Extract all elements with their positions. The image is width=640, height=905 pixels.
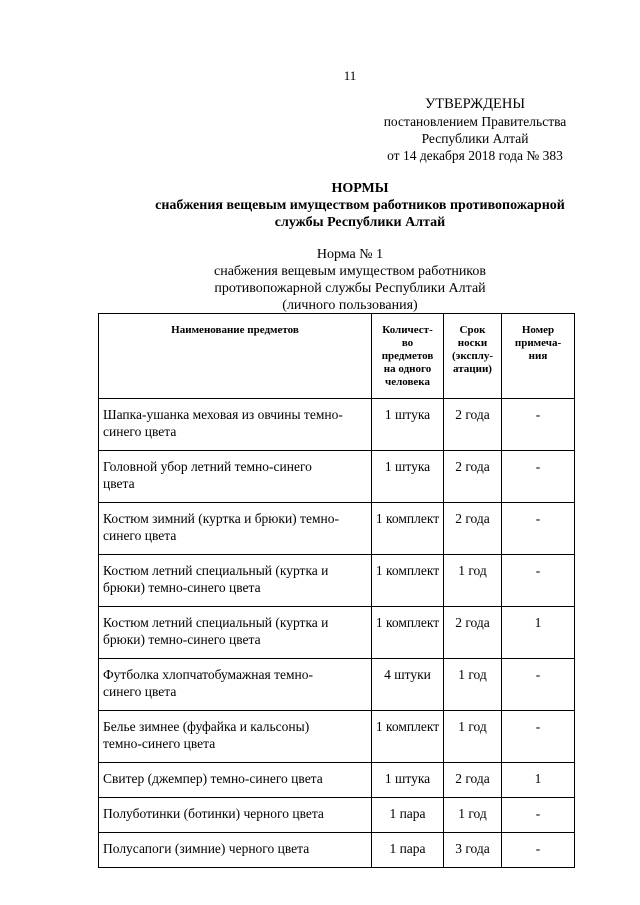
quantity-cell: 1 пара — [372, 798, 444, 833]
quantity-cell: 4 штуки — [372, 659, 444, 711]
header-line: примеча- — [514, 337, 562, 349]
column-header-note — [502, 314, 575, 399]
item-name-line: Полусапоги (зимние) черного цвета — [103, 841, 310, 856]
item-name-cell — [99, 798, 372, 833]
header-line: ния — [528, 350, 548, 362]
quantity-cell: 1 штука — [372, 451, 444, 503]
item-name-line: Шапка-ушанка меховая из овчины темно- — [103, 407, 343, 422]
item-name-line: синего цвета — [103, 684, 177, 699]
quantity-cell: 1 пара — [372, 833, 444, 868]
term-cell: 1 год — [444, 555, 502, 607]
approval-title: УТВЕРЖДЕНЫ — [424, 96, 526, 112]
approval-block — [360, 96, 590, 164]
item-name-line: Костюм летний специальный (куртка и — [103, 615, 329, 630]
header-line: атации) — [453, 363, 492, 375]
item-name-cell — [99, 833, 372, 868]
norm-heading — [0, 246, 640, 314]
item-name-cell — [99, 607, 372, 659]
term-cell: 1 год — [444, 798, 502, 833]
item-name-line: Костюм зимний (куртка и брюки) темно- — [103, 511, 339, 526]
header-line: носки — [457, 337, 488, 349]
note-cell: 1 — [502, 763, 575, 798]
note-cell: - — [502, 833, 575, 868]
header-line: Количест- — [382, 324, 433, 336]
term-cell: 2 года — [444, 451, 502, 503]
quantity-cell: 1 комплект — [372, 607, 444, 659]
item-name-line: Футболка хлопчатобумажная темно- — [103, 667, 313, 682]
heading-line: службы Республики Алтай — [274, 215, 446, 230]
header-line: (эксплу- — [451, 350, 494, 362]
note-cell: - — [502, 659, 575, 711]
approval-line: Республики Алтай — [421, 131, 529, 146]
page-number: 11 — [343, 68, 357, 83]
item-name-line: Головной убор летний темно-синего — [103, 459, 312, 474]
note-cell: - — [502, 555, 575, 607]
item-name-cell — [99, 399, 372, 451]
item-name-cell — [99, 659, 372, 711]
term-cell: 2 года — [444, 607, 502, 659]
table-row — [99, 503, 575, 555]
table-row — [99, 833, 575, 868]
table-row — [99, 607, 575, 659]
norm-title: Норма № 1 — [316, 247, 384, 262]
table-row — [99, 399, 575, 451]
table-header-row — [99, 314, 575, 399]
quantity-cell: 1 комплект — [372, 555, 444, 607]
header-line: во — [401, 337, 414, 349]
heading-line: снабжения вещевым имуществом работников противопожарной — [155, 198, 565, 213]
header-line: Номер — [521, 324, 555, 336]
norm-line: (личного пользования) — [282, 298, 418, 313]
item-name-line: брюки) темно-синего цвета — [103, 632, 261, 647]
header-line: на одного — [383, 363, 432, 375]
column-header-quantity — [372, 314, 444, 399]
note-cell: - — [502, 451, 575, 503]
item-name-line: брюки) темно-синего цвета — [103, 580, 261, 595]
note-cell: - — [502, 503, 575, 555]
approval-line: постановлением Правительства — [383, 114, 567, 129]
heading-title: НОРМЫ — [331, 181, 389, 196]
table-row — [99, 763, 575, 798]
document-heading — [0, 180, 640, 231]
item-name-cell — [99, 711, 372, 763]
term-cell: 1 год — [444, 711, 502, 763]
item-name-cell — [99, 503, 372, 555]
header-line: Наименование предметов — [171, 324, 299, 336]
term-cell: 2 года — [444, 763, 502, 798]
table-row — [99, 451, 575, 503]
item-name-line: синего цвета — [103, 528, 177, 543]
note-cell: 1 — [502, 607, 575, 659]
quantity-cell: 1 штука — [372, 763, 444, 798]
note-cell: - — [502, 711, 575, 763]
approval-date-line: от 14 декабря 2018 года № 383 — [387, 148, 563, 163]
note-cell: - — [502, 399, 575, 451]
item-name-line: синего цвета — [103, 424, 177, 439]
note-cell: - — [502, 798, 575, 833]
norm-line: противопожарной службы Республики Алтай — [214, 281, 486, 296]
item-name-line: Костюм летний специальный (куртка и — [103, 563, 329, 578]
item-name-cell — [99, 555, 372, 607]
quantity-cell: 1 комплект — [372, 503, 444, 555]
norms-table — [98, 313, 575, 868]
header-line: человека — [385, 376, 430, 388]
quantity-cell: 1 штука — [372, 399, 444, 451]
item-name-line: Белье зимнее (фуфайка и кальсоны) — [103, 719, 310, 734]
column-header-name — [99, 314, 372, 399]
term-cell: 2 года — [444, 399, 502, 451]
term-cell: 2 года — [444, 503, 502, 555]
term-cell: 1 год — [444, 659, 502, 711]
term-cell: 3 года — [444, 833, 502, 868]
table-row — [99, 798, 575, 833]
item-name-line: Свитер (джемпер) темно-синего цвета — [103, 771, 323, 786]
quantity-cell: 1 комплект — [372, 711, 444, 763]
header-line: предметов — [381, 350, 434, 362]
item-name-line: темно-синего цвета — [103, 736, 216, 751]
item-name-cell — [99, 763, 372, 798]
item-name-line: цвета — [103, 476, 135, 491]
item-name-line: Полуботинки (ботинки) черного цвета — [103, 806, 324, 821]
column-header-term — [444, 314, 502, 399]
item-name-cell — [99, 451, 372, 503]
header-line: Срок — [459, 324, 486, 336]
table-row — [99, 659, 575, 711]
table-row — [99, 555, 575, 607]
table-row — [99, 711, 575, 763]
norm-line: снабжения вещевым имуществом работников — [213, 264, 487, 279]
